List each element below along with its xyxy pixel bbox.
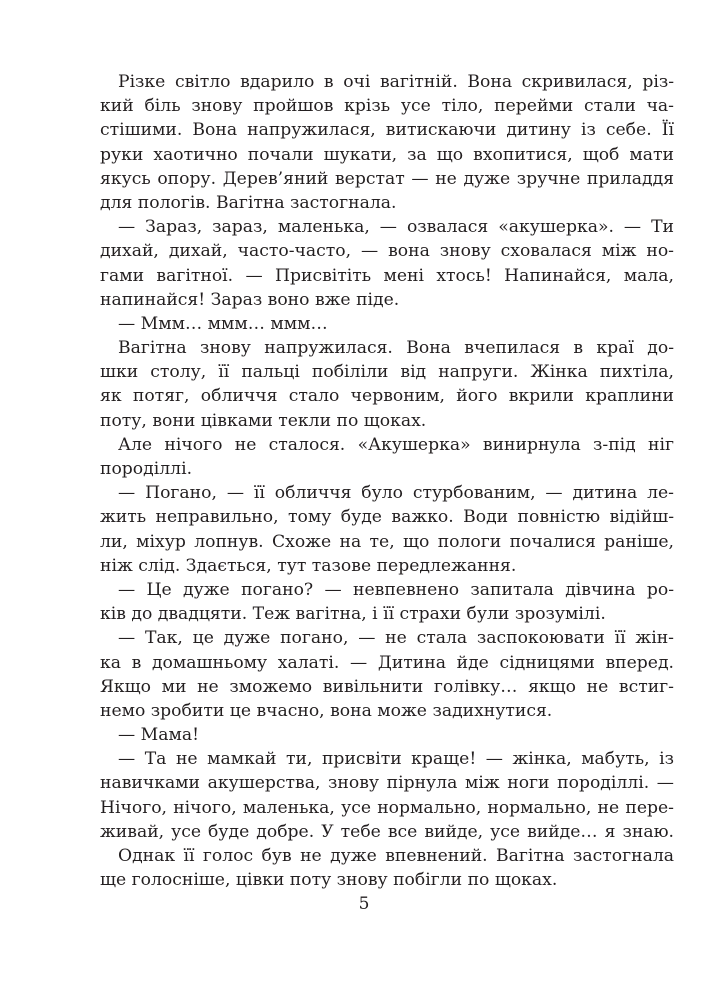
paragraph <box>100 312 674 336</box>
paragraph <box>100 626 674 723</box>
text-line: ніж слід. Здається, тут тазове передлежання. <box>100 555 517 576</box>
paragraph <box>100 215 674 312</box>
text-line: — Це дуже погано? — невпевнено запитала дівчина ро- <box>118 579 674 600</box>
text-line: ків до двадцяти. Теж вагітна, і її страхи були зрозумілі. <box>100 604 606 625</box>
text-line: — Зараз, зараз, маленька, — озвалася «акушерка». — Ти <box>118 217 674 238</box>
text-line: — Та не мамкай ти, присвіти краще! — жінка, мабуть, із <box>118 749 674 770</box>
text-line: поту, вони цівками текли по щоках. <box>100 410 427 431</box>
text-line: породіллі. <box>100 459 193 479</box>
text-line: дихай, дихай, часто-часто, — вона знову сховалася між но- <box>100 241 674 262</box>
paragraph <box>100 481 674 578</box>
text-line: немо зробити це вчасно, вона може задихнутися. <box>100 700 553 721</box>
paragraph <box>100 70 674 215</box>
text-line: як потяг, обличчя стало червоним, його вкрили краплини <box>100 386 674 407</box>
text-line: живай, усе буде добре. У тебе все вийде, усе вийде… я знаю. <box>100 821 674 842</box>
text-line: Різке світло вдарило в очі вагітній. Вона скривилася, різ- <box>118 72 674 92</box>
text-line: Однак її голос був не дуже впевнений. Вагітна застогнала <box>118 846 674 866</box>
paragraph <box>100 844 674 892</box>
text-line: жить неправильно, тому буде важко. Води повністю відійш- <box>100 507 674 528</box>
text-line: ли, міхур лопнув. Схоже на те, що пологи почалися раніше, <box>100 531 674 552</box>
text-line: Нічого, нічого, маленька, усе нормально, нормально, не пере- <box>100 797 674 818</box>
text-line: Але нічого не сталося. «Акушерка» винирнула з-під ніг <box>118 434 674 455</box>
text-line: навичками акушерства, знову пірнула між ноги породіллі. — <box>100 773 674 794</box>
text-line: Якщо ми не зможемо вивільнити голівку… якщо не встиг- <box>100 676 674 697</box>
text-line: стішими. Вона напружилася, витискаючи дитину із себе. Її <box>100 120 674 141</box>
page-number: 5 <box>358 894 370 914</box>
paragraph <box>100 747 674 844</box>
text-line: Вагітна знову напружилася. Вона вчепилася в краї до- <box>118 338 674 359</box>
paragraph <box>100 578 674 626</box>
paragraph <box>100 433 674 481</box>
text-line: напинайся! Зараз воно вже піде. <box>100 289 400 310</box>
text-line: — Ммм… ммм… ммм… <box>118 313 328 334</box>
text-line: якусь опору. Дерев’яний верстат — не дуже зручне приладдя <box>100 168 674 189</box>
text-line: гами вагітної. — Присвітіть мені хтось! Напинайся, мала, <box>100 265 674 286</box>
text-line: для пологів. Вагітна застогнала. <box>100 192 397 213</box>
text-line: кий біль знову пройшов крізь усе тіло, перейми стали ча- <box>100 96 674 117</box>
text-line: ще голосніше, цівки поту знову побігли по щоках. <box>100 870 558 891</box>
page-body <box>100 70 674 892</box>
text-line: руки хаотично почали шукати, за що вхопитися, щоб мати <box>100 144 674 165</box>
text-line: — Погано, — її обличчя було стурбованим, — дитина ле- <box>118 483 674 504</box>
text-line: — Мама! <box>118 725 200 746</box>
text-line: — Так, це дуже погано, — не стала заспокоювати її жін- <box>118 628 674 649</box>
paragraph <box>100 336 674 433</box>
paragraph <box>100 723 674 747</box>
text-line: шки столу, її пальці побіліли від напруги. Жінка пихтіла, <box>100 362 674 383</box>
text-line: ка в домашньому халаті. — Дитина йде сідницями вперед. <box>100 652 674 673</box>
